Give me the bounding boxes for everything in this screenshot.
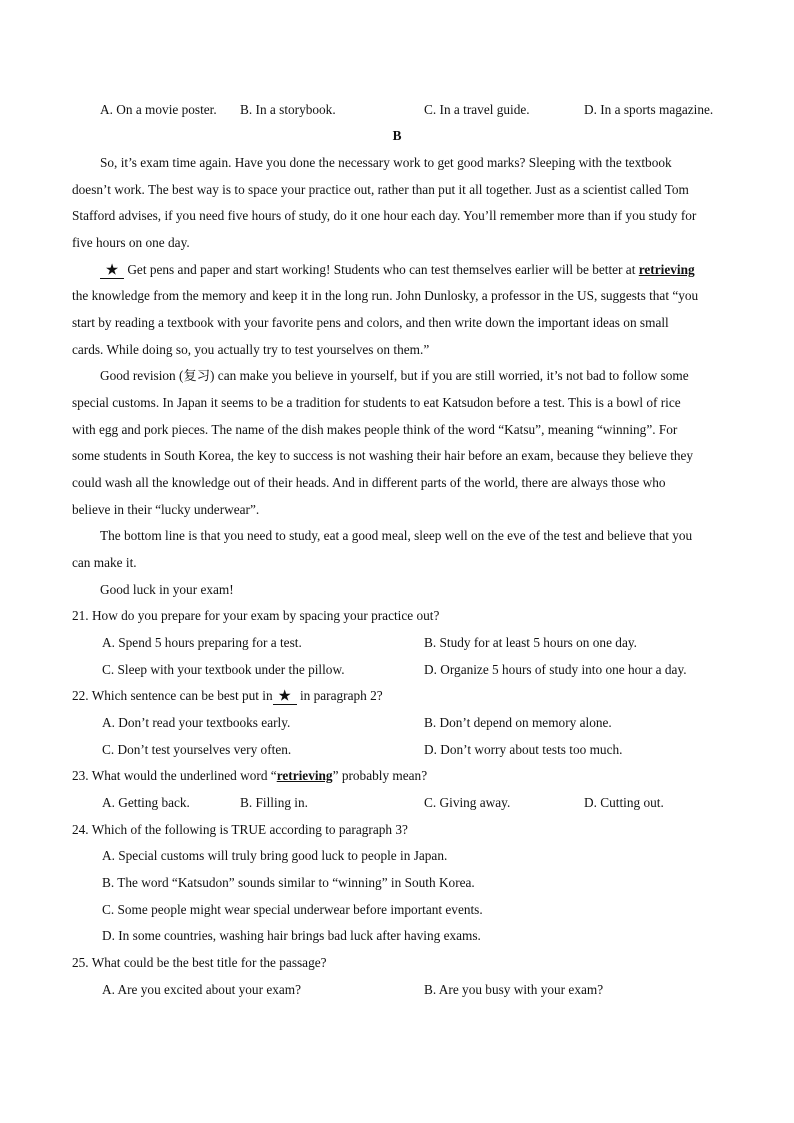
question-24-option-d[interactable]: D. In some countries, washing hair brings bad luck after having exams. — [102, 928, 481, 943]
question-24-option-b[interactable]: B. The word “Katsudon” sounds similar to “winning” in South Korea. — [102, 875, 475, 890]
paragraph-2-line-4: cards. While doing so, you actually try to test yourselves on them.” — [72, 342, 430, 357]
paragraph-3-line-6: believe in their “lucky underwear”. — [72, 502, 260, 517]
question-24-option-c[interactable]: C. Some people might wear special underwear before important events. — [102, 902, 483, 917]
prev-option-b: B. In a storybook. — [240, 102, 336, 117]
question-25-stem: 25. What could be the best title for the passage? — [72, 955, 327, 970]
prev-option-a: A. On a movie poster. — [100, 102, 217, 117]
underlined-word: retrieving — [638, 262, 695, 277]
question-21-option-b[interactable]: B. Study for at least 5 hours on one day. — [424, 635, 637, 650]
question-22-option-c[interactable]: C. Don’t test yourselves very often. — [102, 742, 292, 757]
question-22-option-b[interactable]: B. Don’t depend on memory alone. — [424, 715, 612, 730]
section-heading: B — [392, 128, 402, 143]
paragraph-1-line-3: Stafford advises, if you need five hours of study, do it one hour each day. You’ll remember more than if you study for — [72, 208, 697, 223]
paragraph-3-line-5: could wash all the knowledge out of their heads. And in different parts of the world, there are always those who — [72, 475, 666, 490]
question-23-stem — [72, 768, 427, 784]
question-22-star-blank: ★ — [273, 688, 297, 705]
question-23-option-b[interactable]: B. Filling in. — [240, 795, 308, 810]
question-21-option-c[interactable]: C. Sleep with your textbook under the pillow. — [102, 662, 345, 677]
question-23-underlined-word: retrieving — [276, 768, 333, 783]
paragraph-2-line-3: start by reading a textbook with your favorite pens and colors, and then write down the important ideas on small — [72, 315, 669, 330]
question-21-option-d[interactable]: D. Organize 5 hours of study into one hour a day. — [424, 662, 687, 677]
question-21-option-a[interactable]: A. Spend 5 hours preparing for a test. — [102, 635, 302, 650]
question-25-option-a[interactable]: A. Are you excited about your exam? — [102, 982, 302, 997]
question-23-stem-pre: 23. What would the underlined word “ — [72, 768, 277, 783]
question-23-option-c[interactable]: C. Giving away. — [424, 795, 511, 810]
prev-option-c: C. In a travel guide. — [424, 102, 530, 117]
paragraph-3-line-2: special customs. In Japan it seems to be a tradition for students to eat Katsudon before a test. This is a bowl of rice — [72, 395, 681, 410]
paragraph-4-line-1: The bottom line is that you need to study, eat a good meal, sleep well on the eve of the test and believe that you — [100, 528, 693, 543]
paragraph-3-line-4: some students in South Korea, the key to success is not washing their hair before an exam, because they believe they — [72, 448, 694, 463]
paragraph-1-line-1: So, it’s exam time again. Have you done the necessary work to get good marks? Sleeping with the textbook — [100, 155, 672, 170]
question-23-option-d[interactable]: D. Cutting out. — [584, 795, 664, 810]
question-25-option-b[interactable]: B. Are you busy with your exam? — [424, 982, 604, 997]
paragraph-4-line-2: can make it. — [72, 555, 137, 570]
question-22-option-d[interactable]: D. Don’t worry about tests too much. — [424, 742, 623, 757]
paragraph-5: Good luck in your exam! — [100, 582, 234, 597]
paragraph-2-line-1 — [100, 262, 695, 279]
star-blank: ★ — [100, 262, 124, 279]
question-22-option-a[interactable]: A. Don’t read your textbooks early. — [102, 715, 291, 730]
paragraph-1-line-2: doesn’t work. The best way is to space your practice out, rather than put it all together. Just as a scientist called Tom — [72, 182, 689, 197]
question-22-stem-post: in paragraph 2? — [296, 688, 383, 703]
paragraph-1-line-4: five hours on one day. — [72, 235, 190, 250]
prev-option-d: D. In a sports magazine. — [584, 102, 714, 117]
question-22-stem — [72, 688, 383, 705]
paragraph-3-line-3: with egg and pork pieces. The name of the dish makes people think of the word “Katsu”, meaning “winning”. For — [72, 422, 678, 437]
paragraph-2-text: Get pens and paper and start working! Students who can test themselves earlier will be better at — [127, 262, 639, 277]
question-24-option-a[interactable]: A. Special customs will truly bring good luck to people in Japan. — [102, 848, 448, 863]
question-22-stem-pre: 22. Which sentence can be best put in — [72, 688, 273, 703]
paragraph-2-line-2: the knowledge from the memory and keep it in the long run. John Dunlosky, a professor in the US, suggests that “you — [72, 288, 699, 303]
question-23-stem-post: ” probably mean? — [332, 768, 428, 783]
question-24-stem: 24. Which of the following is TRUE according to paragraph 3? — [72, 822, 408, 837]
question-23-option-a[interactable]: A. Getting back. — [102, 795, 190, 810]
question-21-stem: 21. How do you prepare for your exam by spacing your practice out? — [72, 608, 440, 623]
paragraph-3-line-1: Good revision (复习) can make you believe in yourself, but if you are still worried, it’s not bad to follow some — [100, 368, 689, 383]
